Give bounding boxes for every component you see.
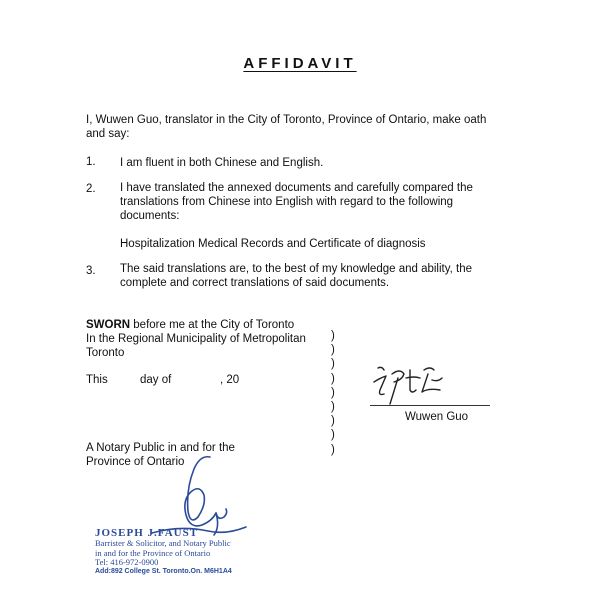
sworn-line-2: In the Regional Municipality of Metropolitan: [86, 333, 306, 345]
notary-signature: [150, 455, 250, 535]
bracket: ): [331, 344, 335, 357]
stamp-name: JOSEPH J.FAUST: [95, 527, 199, 539]
item-3-line-2: complete and correct translations of said documents.: [120, 277, 390, 289]
stamp-address: Add:892 College St. Toronto.On. M6H1A4: [95, 567, 232, 575]
item-2-line-2: translations from Chinese into English with regard to the following: [120, 196, 454, 208]
sworn-line-1: [86, 318, 294, 332]
notary-stamp: [95, 527, 232, 575]
item-2-line-1: I have translated the annexed documents and carefully compared the: [120, 182, 473, 194]
notary-line-1: A Notary Public in and for the: [86, 442, 235, 454]
bracket: ): [331, 330, 335, 342]
item-3-line-1: The said translations are, to the best of my knowledge and ability, the: [120, 263, 473, 275]
item-1-number: 1.: [86, 156, 96, 168]
intro-line-2: and say:: [86, 128, 130, 140]
translator-signature: [370, 360, 470, 405]
item-3-number: 3.: [86, 265, 96, 277]
item-2-line-3: documents:: [120, 210, 180, 222]
bracket: ): [331, 429, 335, 442]
bracket: ): [331, 372, 335, 385]
translator-name: Wuwen Guo: [405, 411, 469, 423]
item-1-line-1: I am fluent in both Chinese and English.: [120, 157, 324, 169]
date-year: , 20: [220, 374, 240, 386]
bracket: ): [331, 358, 335, 371]
signature-line: [370, 405, 490, 406]
sworn-line-3: Toronto: [86, 347, 125, 359]
stamp-line-3: Tel: 416-972-0900: [95, 557, 159, 567]
date-day-of: day of: [140, 374, 172, 386]
bracket-column: [331, 329, 335, 457]
bracket: ): [331, 386, 335, 399]
bracket: ): [331, 443, 335, 456]
bracket: ): [331, 401, 335, 414]
bracket: ): [331, 415, 335, 428]
item-2-document-title: Hospitalization Medical Records and Certificate of diagnosis: [120, 238, 426, 250]
intro-line-1: I, Wuwen Guo, translator in the City of Toronto, Province of Ontario, make oath: [86, 114, 487, 126]
sworn-bold-word: SWORN: [86, 319, 131, 331]
document-title: AFFIDAVIT: [243, 55, 357, 72]
date-this: This: [86, 374, 108, 386]
item-2-number: 2.: [86, 183, 96, 195]
stamp-line-1: Barrister & Solicitor, and Notary Public: [95, 538, 231, 548]
sworn-line-1-rest: before me at the City of Toronto: [130, 319, 295, 331]
stamp-line-2: in and for the Province of Ontario: [95, 547, 211, 558]
notary-line-2: Province of Ontario: [86, 456, 185, 468]
